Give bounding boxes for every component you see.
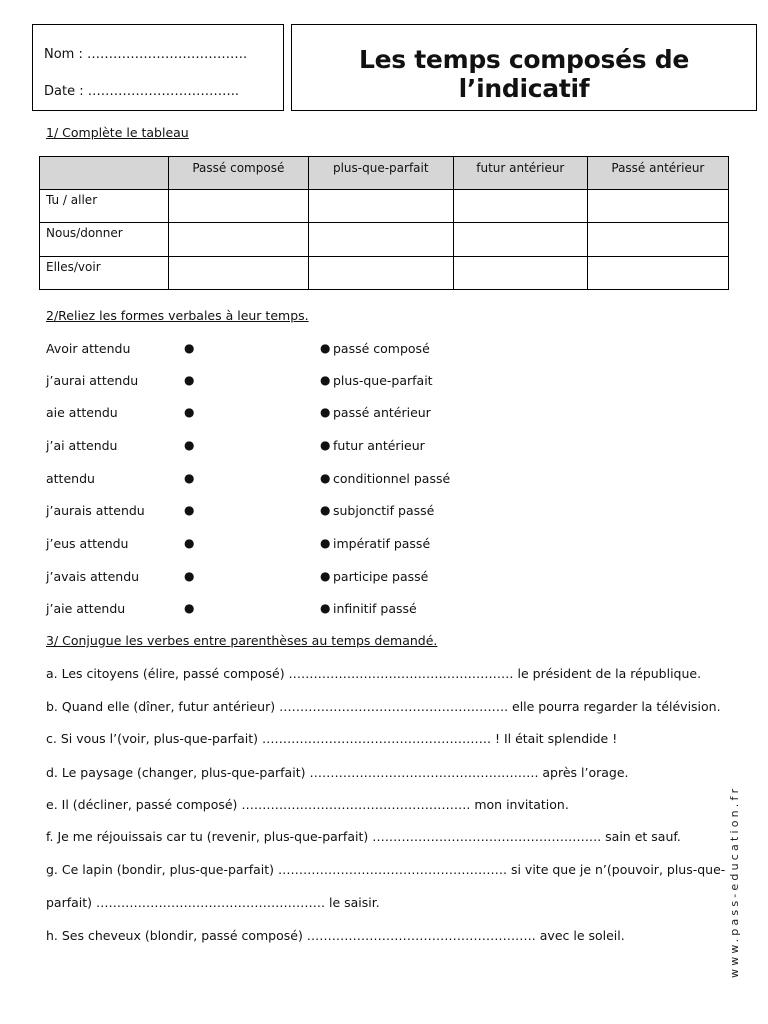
table-row-label: Elles/voir [40, 256, 169, 289]
right-match-dot[interactable]: ● [320, 601, 331, 615]
left-match-dot[interactable]: ● [184, 341, 195, 355]
exercise-sentence: e. Il (décliner, passé composé) ………………………………………………. mon invitation. [46, 797, 569, 812]
tense-name: infinitif passé [333, 601, 417, 616]
exercise-sentence: h. Ses cheveux (blondir, passé composé) ………………………………………………. avec le soleil. [46, 928, 625, 943]
left-match-dot[interactable]: ● [184, 569, 195, 583]
verb-form: Avoir attendu [46, 341, 131, 356]
right-match-dot[interactable]: ● [320, 569, 331, 583]
table-column-header: Passé antérieur [587, 157, 728, 190]
right-match-dot[interactable]: ● [320, 438, 331, 452]
student-info-box [32, 24, 284, 111]
verb-form: j’avais attendu [46, 569, 140, 584]
section-1-title: 1/ Complète le tableau [46, 125, 189, 140]
answer-cell[interactable] [587, 190, 728, 223]
tense-name: futur antérieur [333, 438, 425, 453]
answer-cell[interactable] [453, 190, 587, 223]
table-corner-cell [40, 157, 169, 190]
table-row [40, 223, 729, 256]
left-match-dot[interactable]: ● [184, 601, 195, 615]
table-column-header: Passé composé [169, 157, 309, 190]
title-box [291, 24, 757, 111]
site-watermark: www.pass-education.fr [728, 785, 741, 978]
right-match-dot[interactable]: ● [320, 373, 331, 387]
verb-form: j’aurai attendu [46, 373, 139, 388]
answer-cell[interactable] [308, 223, 453, 256]
tense-name: subjonctif passé [333, 503, 435, 518]
verb-form: attendu [46, 471, 95, 486]
verb-form: j’aie attendu [46, 601, 126, 616]
answer-cell[interactable] [169, 223, 309, 256]
tense-name: conditionnel passé [333, 471, 451, 486]
tense-name: passé composé [333, 341, 430, 356]
exercise-sentence: c. Si vous l’(voir, plus-que-parfait) ………………………………………………. ! Il était splendide ! [46, 731, 618, 746]
exercise-sentence-continued: parfait) ………………………………………………. le saisir. [46, 895, 380, 910]
answer-cell[interactable] [453, 256, 587, 289]
left-match-dot[interactable]: ● [184, 438, 195, 452]
exercise-sentence: g. Ce lapin (bondir, plus-que-parfait) ………………………………………………. si vite que je n’(pouvoir, plus-que- [46, 862, 726, 877]
right-match-dot[interactable]: ● [320, 471, 331, 485]
answer-cell[interactable] [308, 256, 453, 289]
right-match-dot[interactable]: ● [320, 341, 331, 355]
tense-name: participe passé [333, 569, 429, 584]
left-match-dot[interactable]: ● [184, 471, 195, 485]
exercise-sentence: f. Je me réjouissais car tu (revenir, plus-que-parfait) ………………………………………………. sain et sauf. [46, 829, 681, 844]
table-row-label: Nous/donner [40, 223, 169, 256]
table-column-header: plus-que-parfait [308, 157, 453, 190]
answer-cell[interactable] [453, 223, 587, 256]
table-row [40, 190, 729, 223]
answer-cell[interactable] [308, 190, 453, 223]
verb-form: j’aurais attendu [46, 503, 145, 518]
answer-cell[interactable] [169, 256, 309, 289]
answer-cell[interactable] [169, 190, 309, 223]
right-match-dot[interactable]: ● [320, 503, 331, 517]
section-2-title: 2/Reliez les formes verbales à leur temps. [46, 308, 309, 323]
answer-cell[interactable] [587, 256, 728, 289]
table-column-header: futur antérieur [453, 157, 587, 190]
table-header-row [40, 157, 729, 190]
right-match-dot[interactable]: ● [320, 536, 331, 550]
tense-name: impératif passé [333, 536, 431, 551]
tense-name: passé antérieur [333, 405, 431, 420]
verb-form: j’ai attendu [46, 438, 118, 453]
verb-form: j’eus attendu [46, 536, 129, 551]
right-match-dot[interactable]: ● [320, 405, 331, 419]
page-title: Les temps composés de l’indicatif [359, 45, 689, 103]
exercise-sentence: a. Les citoyens (élire, passé composé) ……………………………………………… le président de la république. [46, 666, 702, 681]
left-match-dot[interactable]: ● [184, 373, 195, 387]
exercise-sentence: b. Quand elle (dîner, futur antérieur) ………………………………………………. elle pourra regarder la télévision. [46, 699, 721, 714]
left-match-dot[interactable]: ● [184, 503, 195, 517]
tense-name: plus-que-parfait [333, 373, 433, 388]
name-field-label: Nom : ………………………………. [44, 47, 248, 62]
section-3-title: 3/ Conjugue les verbes entre parenthèses au temps demandé. [46, 633, 438, 648]
conjugation-table [39, 156, 729, 290]
verb-form: aie attendu [46, 405, 118, 420]
table-row [40, 256, 729, 289]
table-row-label: Tu / aller [40, 190, 169, 223]
answer-cell[interactable] [587, 223, 728, 256]
exercise-sentence: d. Le paysage (changer, plus-que-parfait) ………………………………………………. après l’orage. [46, 765, 629, 780]
left-match-dot[interactable]: ● [184, 405, 195, 419]
date-field-label: Date : …………………………….. [44, 84, 239, 99]
left-match-dot[interactable]: ● [184, 536, 195, 550]
